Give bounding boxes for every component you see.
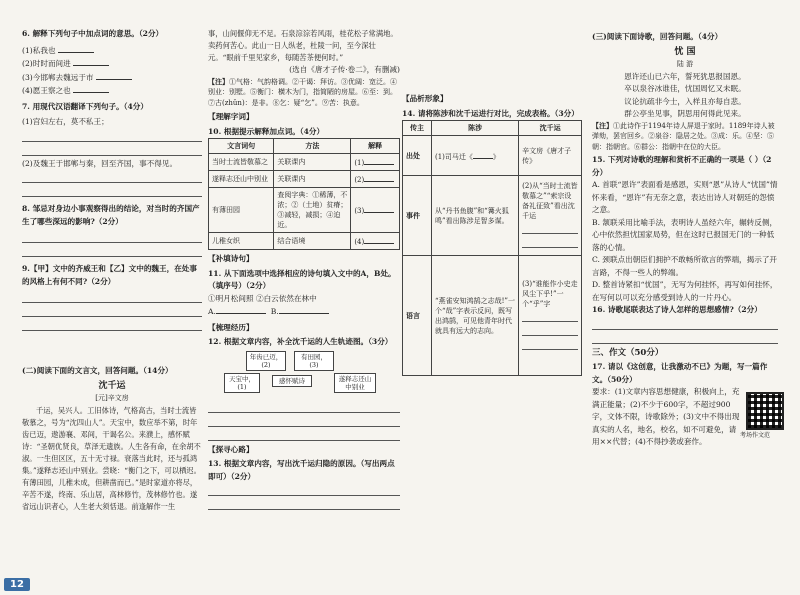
question-13: 13. 根据文章内容，写出沈千运归隐的原因。（写出两点即可）（2分）	[208, 459, 395, 481]
q15-option-b[interactable]: B. 颔联采用比喻手法，表明诗人虽经六年，辗转反侧，心中依然担忧国家局势，但在这时已报国无门的一种低落的心情。	[592, 217, 778, 252]
question-15: 15. 下列对诗歌的理解和赏析不正确的一项是（ ）（2分）	[592, 155, 772, 177]
question-17: 17. 请以《这创意，让我激动不已》为题，写一篇作文。（50分）	[592, 362, 768, 384]
table-header: 传主	[403, 121, 432, 136]
answer-line[interactable]	[22, 144, 202, 156]
question-16: 16. 诗歌尾联表达了诗人怎样的思想感情?（2分）	[592, 305, 762, 314]
question-14: 14. 请将陈涉和沈千运进行对比，完成表格。（3分）	[402, 108, 579, 118]
answer-line[interactable]	[208, 429, 400, 441]
vocab-table	[208, 138, 400, 250]
answer-cell[interactable]: (3)“谁能作小史走风尘下乎!”一个“乎”字	[519, 256, 582, 376]
answer-line[interactable]	[208, 484, 400, 496]
answer-line[interactable]	[22, 185, 202, 197]
question-8: 8. 邹忌对身边小事观察得出的结论，对当时的齐国产生了哪些深远的影响?（2分）	[22, 204, 200, 226]
life-trajectory-map	[208, 351, 400, 399]
answer-line[interactable]	[22, 130, 202, 142]
question-10: 10. 根据提示解释加点词。（4分）	[208, 126, 325, 136]
answer-line[interactable]	[592, 318, 778, 330]
question-12: 12. 根据文章内容，补全沈千运的人生轨迹图。（3分）	[208, 337, 393, 346]
passage-source: (选自《唐才子传·卷二》，有删减)	[289, 65, 400, 74]
answer-line[interactable]	[22, 231, 202, 243]
passage-text: 千运，吴兴人。工旧体诗，气格高古，当时士流皆敬慕之，号为“沈四山人”。天宝中，数应举不第，时年齿已迈，遨游襄、邓间，干谒名公。来濮上，感怀赋诗：“圣朝优贤良，草泽无遗族。人生各有命，在余胡不淑。一生但区区，五十无寸禄。衰落当此时，还与孤鸿集。”遂释志还山中别业。尝晓：“衡门之下，可以栖迟。有薄田园，儿稚未成，但耕凿而已。”是时家道亦将尽，辛苦不遂，终南、乐山居，高林修竹，茂林修竹也。遂省远山识者心，人生老大须恬退。前逢解作一生	[22, 405, 201, 511]
table-header: 沈千运	[519, 121, 582, 136]
question-6	[22, 28, 202, 41]
answer-line[interactable]	[208, 415, 400, 427]
passage-continued: 事，山间偃仰无不足。石泉淙淙若风雨，桂花松子常满地。卖药何苦心。此山一日人纵老，杜陵一问，至今深壮元。“眼前千里见家乡，每随苦茶便何时。”	[208, 29, 398, 62]
column-2	[208, 28, 400, 512]
map-node: 感怀赋诗	[272, 375, 312, 387]
section-3-heading: (三)阅读下面诗歌，回答问题。（4分）	[592, 32, 723, 41]
answer-cell[interactable]: (2)	[351, 171, 400, 188]
q6-text: 6. 解释下列句子中加点词的意思。（2分）	[22, 29, 164, 38]
table-row: 儿稚女织 结合语境 (4)	[209, 233, 400, 250]
map-node[interactable]: 天宝中，(1)	[224, 373, 260, 393]
column-3	[402, 90, 582, 376]
map-node: 遂释志还山中别业	[334, 373, 376, 393]
section-trace: 【梳理经历】	[208, 322, 254, 332]
q15-option-d[interactable]: D. 整首诗紧扣“忧国”，无写为何挂怀，再写如何挂怀，在写何以可以充分感受到诗人的一片丹心。	[592, 280, 778, 302]
qr-caption: 考场作文范	[740, 432, 771, 439]
poem-title: 忧 国	[674, 46, 696, 57]
table-row: 语言 “燕雀安知鸿鹄之志哉!”一个“哉”字表示反问，既写出鸿鹄，可见他青年时代就具有远大的志向。 (3)“谁能作小史走风尘下乎!”一个“乎”字	[403, 256, 582, 376]
q15-option-a[interactable]: A. 首联“恩许”表面看是感恩，实则“恩”从诗人“忧国”情怀来看，“恩许”有无奈之意，表达出诗人对朝廷的怨愤之意。	[592, 180, 778, 214]
writing-requirements: 要求：(1)文章内容思想健康，积极向上，充满正能量；(2)不少于600字，不超过900字，文体不限，诗歌除外；(3)文中不得出现真实的人名，地名，校名，如不可避免，请用××代替；(4)不得抄袭或套作。	[592, 387, 740, 446]
passage-author: [元]辛文房	[95, 394, 129, 402]
section-2-heading: (二)阅读下面的文言文，回答问题。（14分）	[22, 366, 173, 375]
poem-line: 卒以泉谷冰谁佳，忧国周忆又未眠。	[624, 84, 746, 93]
answer-cell[interactable]: (1)司马迁《 》	[432, 136, 519, 176]
comparison-table	[402, 120, 582, 376]
answer-line[interactable]	[22, 245, 202, 257]
question-11: 11. 从下面选项中选择相应的诗句填入文中的A，B处。（填序号）（2分）	[208, 268, 396, 290]
answer-line[interactable]	[22, 171, 202, 183]
answer-line[interactable]	[208, 401, 400, 413]
table-row: 有薄田园 查阅字典：①稀薄，不浓；②（土地）贫瘠；③减轻，减损；④迫近。 (3)	[209, 188, 400, 233]
q6-item-3: (3)今邯郸去魏远于市	[22, 71, 202, 85]
answer-cell[interactable]: (3)	[351, 188, 400, 233]
q6-item-2: (2)时时而间进	[22, 57, 202, 71]
section-analyze: 【品析形象】	[402, 94, 448, 103]
map-node[interactable]: 有田园，(3)	[294, 351, 334, 371]
answer-line[interactable]	[592, 332, 778, 344]
answer-cell[interactable]: (2)从“当时士流皆敬慕之”“索宗设备礼征致”看出沈千运	[519, 176, 582, 256]
table-header: 解释	[351, 139, 400, 154]
section-fill: 【补填诗句】	[208, 254, 254, 263]
q11-answers[interactable]: A. B.	[208, 305, 400, 319]
poem-author: 陆 游	[676, 60, 694, 68]
map-node[interactable]: 年齿已迈，(2)	[246, 351, 286, 371]
q7-item-1: (1)宫妇左右，莫不私王；	[22, 117, 109, 126]
section-understand: 【理解字词】	[208, 112, 254, 121]
q7-item-2: (2)及魏王于邯郸与秦，回至齐国，事不得见。	[22, 158, 178, 168]
section-explore: 【探寻心路】	[208, 444, 254, 454]
answer-line[interactable]	[22, 305, 202, 317]
q6-item-1: (1)私我也	[22, 44, 202, 58]
poem-line: 恩许还山已六年，誓死犹思报国恩。	[624, 71, 746, 81]
question-7: 7. 用现代汉语翻译下列句子。（4分）	[22, 101, 148, 111]
passage-title: 沈千运	[98, 380, 126, 391]
notes: 【注】①气格：气韵格调。②干谒：拜访。③优阔：宽泛。④别业：别墅。⑤衡门：横木为门，指简陋的房屋。⑥至：到。⑦古(zhǔn)：是非。⑧乞：疑“乞”。⑨苦：执意。	[208, 76, 397, 107]
answer-line[interactable]	[22, 319, 202, 331]
question-9: 9.【甲】文中的齐威王和【乙】文中的魏王，在处事的风格上有何不同?（2分）	[22, 264, 197, 286]
q15-option-c[interactable]: C. 颈联点出朝臣们拥护不敢畅所欲言的弊端，揭示了开言路，不得一些人的弊端。	[592, 255, 778, 277]
column-4	[592, 28, 778, 449]
poem-notes: 【注】①此诗作于1194年诗人屏退于家时。1189年诗人被弹劾，罢官回乡。②泉谷：隐居之处。③成：乐。④坚：⑤朝：指朝官。⑥群公：指朝中在位的大臣。	[592, 120, 775, 151]
table-header: 文言词句	[209, 139, 274, 154]
answer-cell[interactable]: (4)	[351, 233, 400, 250]
q6-item-4: (4)愿王察之也	[22, 84, 202, 98]
table-row: 出处 (1)司马迁《 》 辛文房《唐才子传》	[403, 136, 582, 176]
qr-code-icon[interactable]	[746, 392, 784, 430]
section-writing: 三、作文（50分）	[592, 347, 664, 358]
table-header: 陈涉	[432, 121, 519, 136]
answer-line[interactable]	[208, 498, 400, 510]
table-row: 事件 从“丹书鱼腹”和“篝火狐鸣”看出陈涉足智多谋。 (2)从“当时士流皆敬慕之”“索宗设备礼征致”看出沈千运	[403, 176, 582, 256]
poem-line: 议论抗疏非今士，入样且亦每自悲。	[624, 96, 746, 106]
table-row: 当时士流皆敬慕之 关联课内 (1)	[209, 154, 400, 171]
column-1	[22, 28, 202, 513]
poem-line: 群公亭坐见事，阴思用何得此见来。	[624, 109, 746, 118]
table-header: 方法	[274, 139, 351, 154]
q11-options: ①明月松间照 ②白云依然在林中	[208, 293, 317, 303]
page-number: 12	[4, 578, 30, 591]
table-row: 遂释志还山中别业 关联课内 (2)	[209, 171, 400, 188]
answer-cell[interactable]: (1)	[351, 154, 400, 171]
answer-line[interactable]	[22, 291, 202, 303]
